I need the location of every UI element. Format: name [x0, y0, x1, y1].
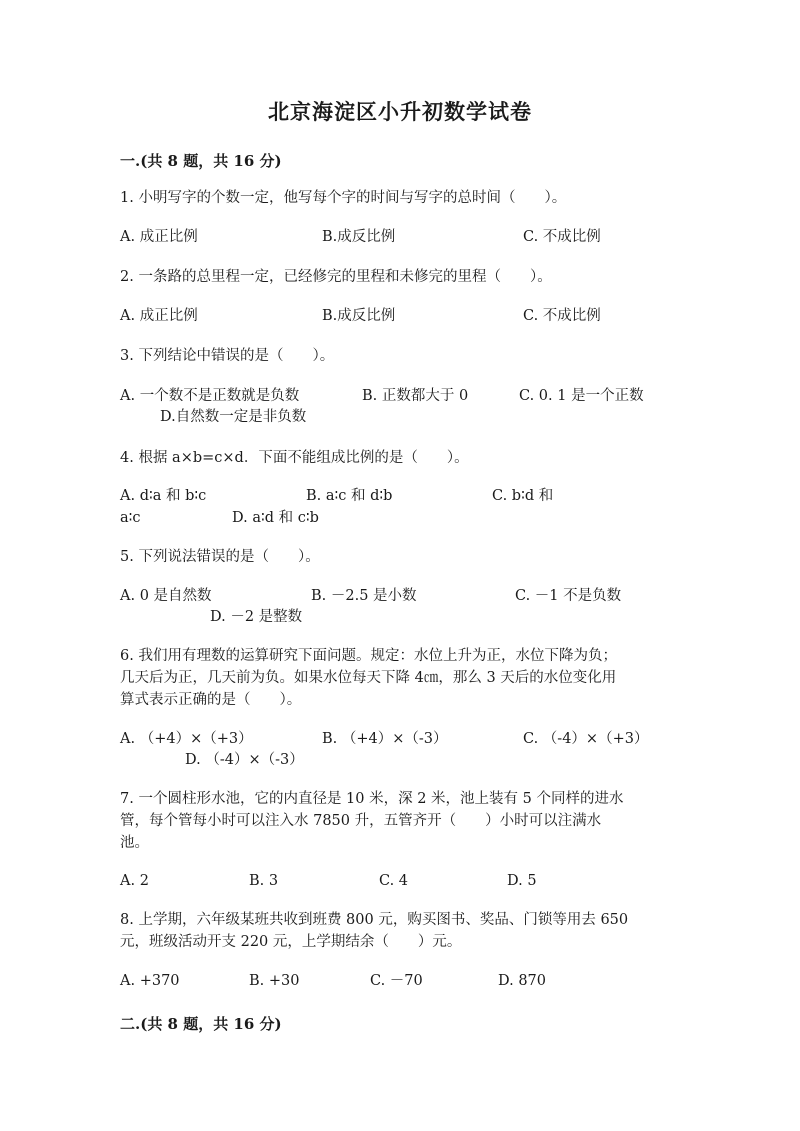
question-2-option-a: A. 成正比例 [120, 308, 198, 324]
question-4-option-d: D. a∶d 和 c∶b [232, 510, 319, 526]
question-7-text-line-2: 管，每个管每小时可以注入水 7850 升，五管齐开（ ）小时可以注满水 [120, 813, 602, 829]
question-5-option-b: B. －2.5 是小数 [311, 588, 417, 604]
question-5-option-c: C. －1 不是负数 [515, 588, 622, 604]
question-7-option-a: A. 2 [120, 873, 149, 889]
question-3-option-a: A. 一个数不是正数就是负数 [120, 388, 300, 404]
question-2-text: 2. 一条路的总里程一定，已经修完的里程和未修完的里程（ ）。 [120, 269, 552, 285]
question-1-option-c: C. 不成比例 [523, 229, 601, 245]
question-4-text: 4. 根据 a×b=c×d．下面不能组成比例的是（ ）。 [120, 450, 469, 466]
question-5-option-a: A. 0 是自然数 [120, 588, 212, 604]
question-6-text-line-3: 算式表示正确的是（ ）。 [120, 692, 302, 708]
question-1-option-a: A. 成正比例 [120, 229, 198, 245]
question-8-text-line-1: 8. 上学期，六年级某班共收到班费 800 元，购买图书、奖品、门锁等用去 650 [120, 912, 629, 928]
question-6-option-c: C. （-4）×（+3） [523, 731, 649, 747]
question-2-option-b: B.成反比例 [322, 308, 396, 324]
question-6-option-d: D. （-4）×（-3） [185, 752, 304, 768]
question-8-option-b: B. +30 [249, 973, 300, 989]
question-4-option-b: B. a∶c 和 d∶b [306, 488, 393, 504]
question-4-option-a: A. d∶a 和 b∶c [120, 488, 207, 504]
question-6-option-b: B. （+4）×（-3） [322, 731, 448, 747]
question-5-text: 5. 下列说法错误的是（ ）。 [120, 549, 320, 565]
question-3-option-d: D.自然数一定是非负数 [160, 409, 307, 425]
question-7-option-b: B. 3 [249, 873, 279, 889]
question-3-option-b: B. 正数都大于 0 [362, 388, 469, 404]
question-8-option-a: A. +370 [120, 973, 180, 989]
question-4-option-c-continued: a∶c [120, 510, 141, 526]
question-7-option-d: D. 5 [507, 873, 537, 889]
question-8-text-line-2: 元，班级活动开支 220 元，上学期结余（ ）元。 [120, 934, 462, 950]
question-2-option-c: C. 不成比例 [523, 308, 601, 324]
question-3-text: 3. 下列结论中错误的是（ ）。 [120, 348, 335, 364]
question-8-option-d: D. 870 [498, 973, 547, 989]
question-5-option-d: D. －2 是整数 [210, 609, 303, 625]
question-7-option-c: C. 4 [379, 873, 409, 889]
section-heading-1: 一.(共 8 题，共 16 分) [120, 152, 282, 170]
question-6-text-line-1: 6. 我们用有理数的运算研究下面问题。规定：水位上升为正，水位下降为负； [120, 648, 617, 664]
question-7-text-line-3: 池。 [120, 835, 149, 851]
question-1-option-b: B.成反比例 [322, 229, 396, 245]
exam-title: 北京海淀区小升初数学试卷 [268, 99, 532, 124]
section-heading-2: 二.(共 8 题，共 16 分) [120, 1015, 282, 1033]
question-6-option-a: A. （+4）×（+3） [120, 731, 253, 747]
question-1-text: 1. 小明写字的个数一定，他写每个字的时间与写字的总时间（ ）。 [120, 190, 567, 206]
question-7-text-line-1: 7. 一个圆柱形水池，它的内直径是 10 米，深 2 米，池上装有 5 个同样的进水 [120, 791, 624, 807]
question-4-option-c: C. b∶d 和 [492, 488, 554, 504]
question-3-option-c: C. 0. 1 是一个正数 [519, 388, 644, 404]
question-6-text-line-2: 几天后为正，几天前为负。如果水位每天下降 4㎝，那么 3 天后的水位变化用 [120, 670, 617, 686]
question-8-option-c: C. －70 [370, 973, 423, 989]
